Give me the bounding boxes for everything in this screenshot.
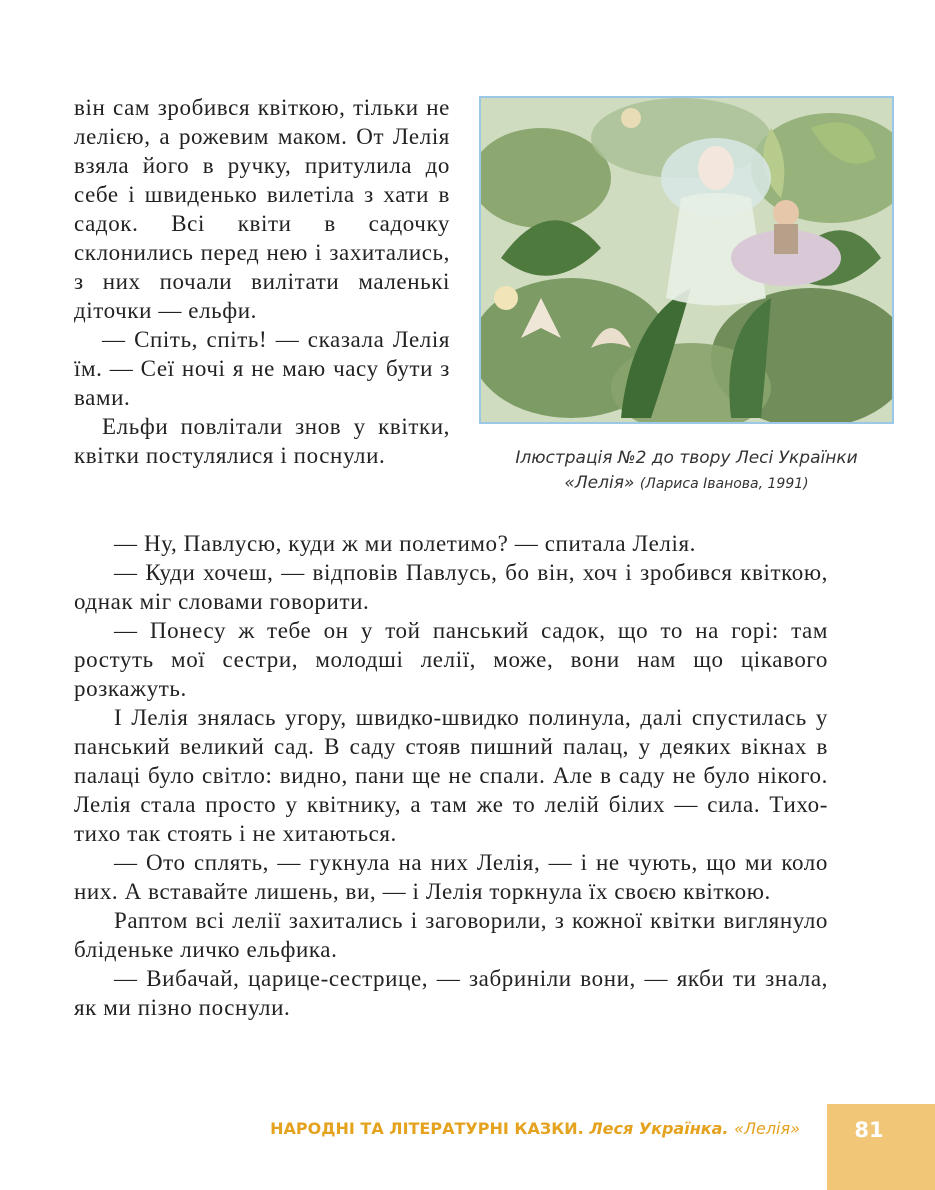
illustration-fairy-lily bbox=[479, 96, 894, 424]
paragraph: — Куди хочеш, — відповів Павлусь, бо він, хоч і зробився квіткою, однак міг словами говорити. bbox=[74, 560, 828, 614]
paragraph: — Ну, Павлусю, куди ж ми полетимо? — спитала Лелія. bbox=[114, 531, 696, 556]
page-number: 81 bbox=[854, 1118, 884, 1142]
paragraph: Ельфи повлітали знов у квітки, квітки постулялися і поснули. bbox=[74, 414, 450, 468]
caption-main: Ілюстрація №2 до твору Лесі Українки «Лелія» bbox=[515, 448, 858, 493]
caption-credit: (Лариса Іванова, 1991) bbox=[639, 476, 809, 492]
paragraph: — Вибачай, царице-сестрице, — забриніли вони, — якби ти знала, як ми пізно поснули. bbox=[74, 966, 828, 1020]
footer-section: НАРОДНІ ТА ЛІТЕРАТУРНІ КАЗКИ. bbox=[270, 1119, 584, 1138]
illustration-image bbox=[481, 98, 892, 422]
paragraph: Раптом всі лелії захитались і заговорили, з кожної квітки виглянуло бліденьке личко ельфика. bbox=[74, 908, 828, 962]
left-text-column bbox=[74, 93, 450, 470]
paragraph: — Спіть, спіть! — сказала Лелія їм. — Сеї ночі я не маю часу бути з вами. bbox=[74, 327, 450, 410]
illustration-caption bbox=[479, 446, 894, 497]
paragraph: І Лелія знялась угору, швидко-швидко полинула, далі спустилась у панський великий сад. В саду стояв пишний палац, у деяких вікнах в палаці було світло: видно, пани ще не спали. Але в саду не було нікого. Лелія стала просто у квітнику, а там же то лелій білих — сила. Тихо-тихо так стоять і не хитаються. bbox=[74, 705, 828, 846]
paragraph: він сам зробився квіткою, тільки не лелією, а рожевим маком. От Лелія взяла його в ручку, притулила до себе і швиденько вилетіла з хати в садок. Всі квіти в садочку склонились перед нею і захитались, з них почали вилітати маленькі діточки — ельфи. bbox=[74, 95, 450, 323]
running-footer bbox=[210, 1119, 800, 1138]
page-number-tab bbox=[827, 1104, 935, 1190]
paragraph: — Ото сплять, — гукнула на них Лелія, — і не чують, що ми коло них. А вставайте лишень, ви, — і Лелія торкнула їх своєю квіткою. bbox=[74, 850, 828, 904]
footer-work: «Лелія» bbox=[734, 1119, 800, 1138]
paragraph: — Понесу ж тебе он у той панський садок, що то на горі: там ростуть мої сестри, молодші лелії, може, вони нам що цікавого розкажуть. bbox=[74, 618, 828, 701]
footer-author: Леся Українка. bbox=[589, 1119, 729, 1138]
main-text bbox=[74, 529, 828, 1022]
